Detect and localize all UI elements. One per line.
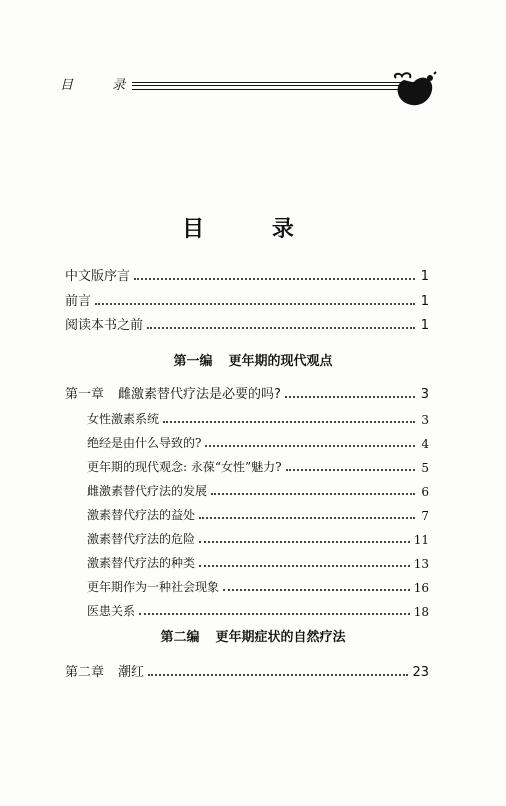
leader-dots [163, 420, 415, 423]
part-title: 更年期症状的自然疗法 [215, 630, 346, 645]
toc-entry-label: 阅读本书之前 [65, 318, 144, 333]
chapter-title: 潮红 [118, 665, 145, 680]
section-entry[interactable] [87, 503, 429, 523]
section-label: 医患关系 [87, 604, 136, 618]
toc-entry-page: 1 [420, 294, 429, 309]
leader-dots [148, 673, 408, 676]
section-page: 6 [421, 485, 429, 499]
chapter-page: 3 [420, 387, 429, 402]
toc-entry[interactable] [65, 313, 429, 333]
chapter-number: 第一章 [65, 387, 105, 402]
toc-entry-page: 1 [420, 269, 429, 284]
leader-dots [134, 277, 415, 280]
section-entry[interactable] [87, 431, 429, 451]
section-entry[interactable] [87, 407, 429, 427]
section-label: 更年期的现代观念: 永葆“女性”魅力? [87, 460, 282, 474]
leader-dots [286, 468, 415, 471]
toc-entry-label: 中文版序言 [65, 269, 131, 284]
leader-dots [199, 540, 410, 543]
section-page: 5 [421, 461, 429, 475]
chapter-entry[interactable] [65, 382, 429, 402]
section-page: 11 [413, 533, 429, 547]
leader-dots [139, 612, 410, 615]
toc-entry[interactable] [65, 264, 429, 284]
section-page: 18 [413, 605, 429, 619]
section-label: 更年期作为一种社会现象 [87, 580, 220, 594]
part-number: 第一编 [173, 354, 213, 369]
part-heading [0, 350, 506, 369]
section-label: 激素替代疗法的危险 [87, 532, 196, 546]
chapter-page: 23 [412, 665, 429, 680]
leader-dots [285, 395, 415, 398]
header-label: 目 录 [60, 77, 144, 92]
leader-dots [223, 588, 410, 591]
toc-entry-page: 1 [420, 318, 429, 333]
leader-dots [95, 302, 415, 305]
section-entry[interactable] [87, 599, 429, 619]
section-label: 绝经是由什么导致的? [87, 436, 202, 450]
section-entry[interactable] [87, 479, 429, 499]
section-page: 3 [421, 413, 429, 427]
header-rule [132, 82, 424, 90]
section-entry[interactable] [87, 455, 429, 475]
part-title: 更年期的现代观点 [228, 354, 333, 369]
ornament-icon [390, 70, 438, 110]
chapter-title: 雌激素替代疗法是必要的吗? [118, 387, 281, 402]
section-label: 激素替代疗法的益处 [87, 508, 196, 522]
section-label: 激素替代疗法的种类 [87, 556, 196, 570]
section-page: 13 [413, 557, 429, 571]
section-label: 女性激素系统 [87, 412, 160, 426]
part-heading [0, 626, 506, 645]
chapter-entry[interactable] [65, 660, 429, 680]
section-entry[interactable] [87, 527, 429, 547]
chapter-number: 第二章 [65, 665, 105, 680]
running-header [60, 72, 438, 108]
section-page: 4 [421, 437, 429, 451]
section-entry[interactable] [87, 551, 429, 571]
toc-entry-label: 前言 [65, 294, 92, 309]
leader-dots [199, 516, 415, 519]
section-label: 雌激素替代疗法的发展 [87, 484, 208, 498]
section-page: 7 [421, 509, 429, 523]
section-page: 16 [413, 581, 429, 595]
page-title: 目 录 [182, 217, 324, 242]
section-entry[interactable] [87, 575, 429, 595]
toc-entry[interactable] [65, 289, 429, 309]
leader-dots [199, 564, 410, 567]
part-number: 第二编 [160, 630, 200, 645]
leader-dots [205, 444, 415, 447]
leader-dots [147, 326, 415, 329]
leader-dots [211, 492, 415, 495]
